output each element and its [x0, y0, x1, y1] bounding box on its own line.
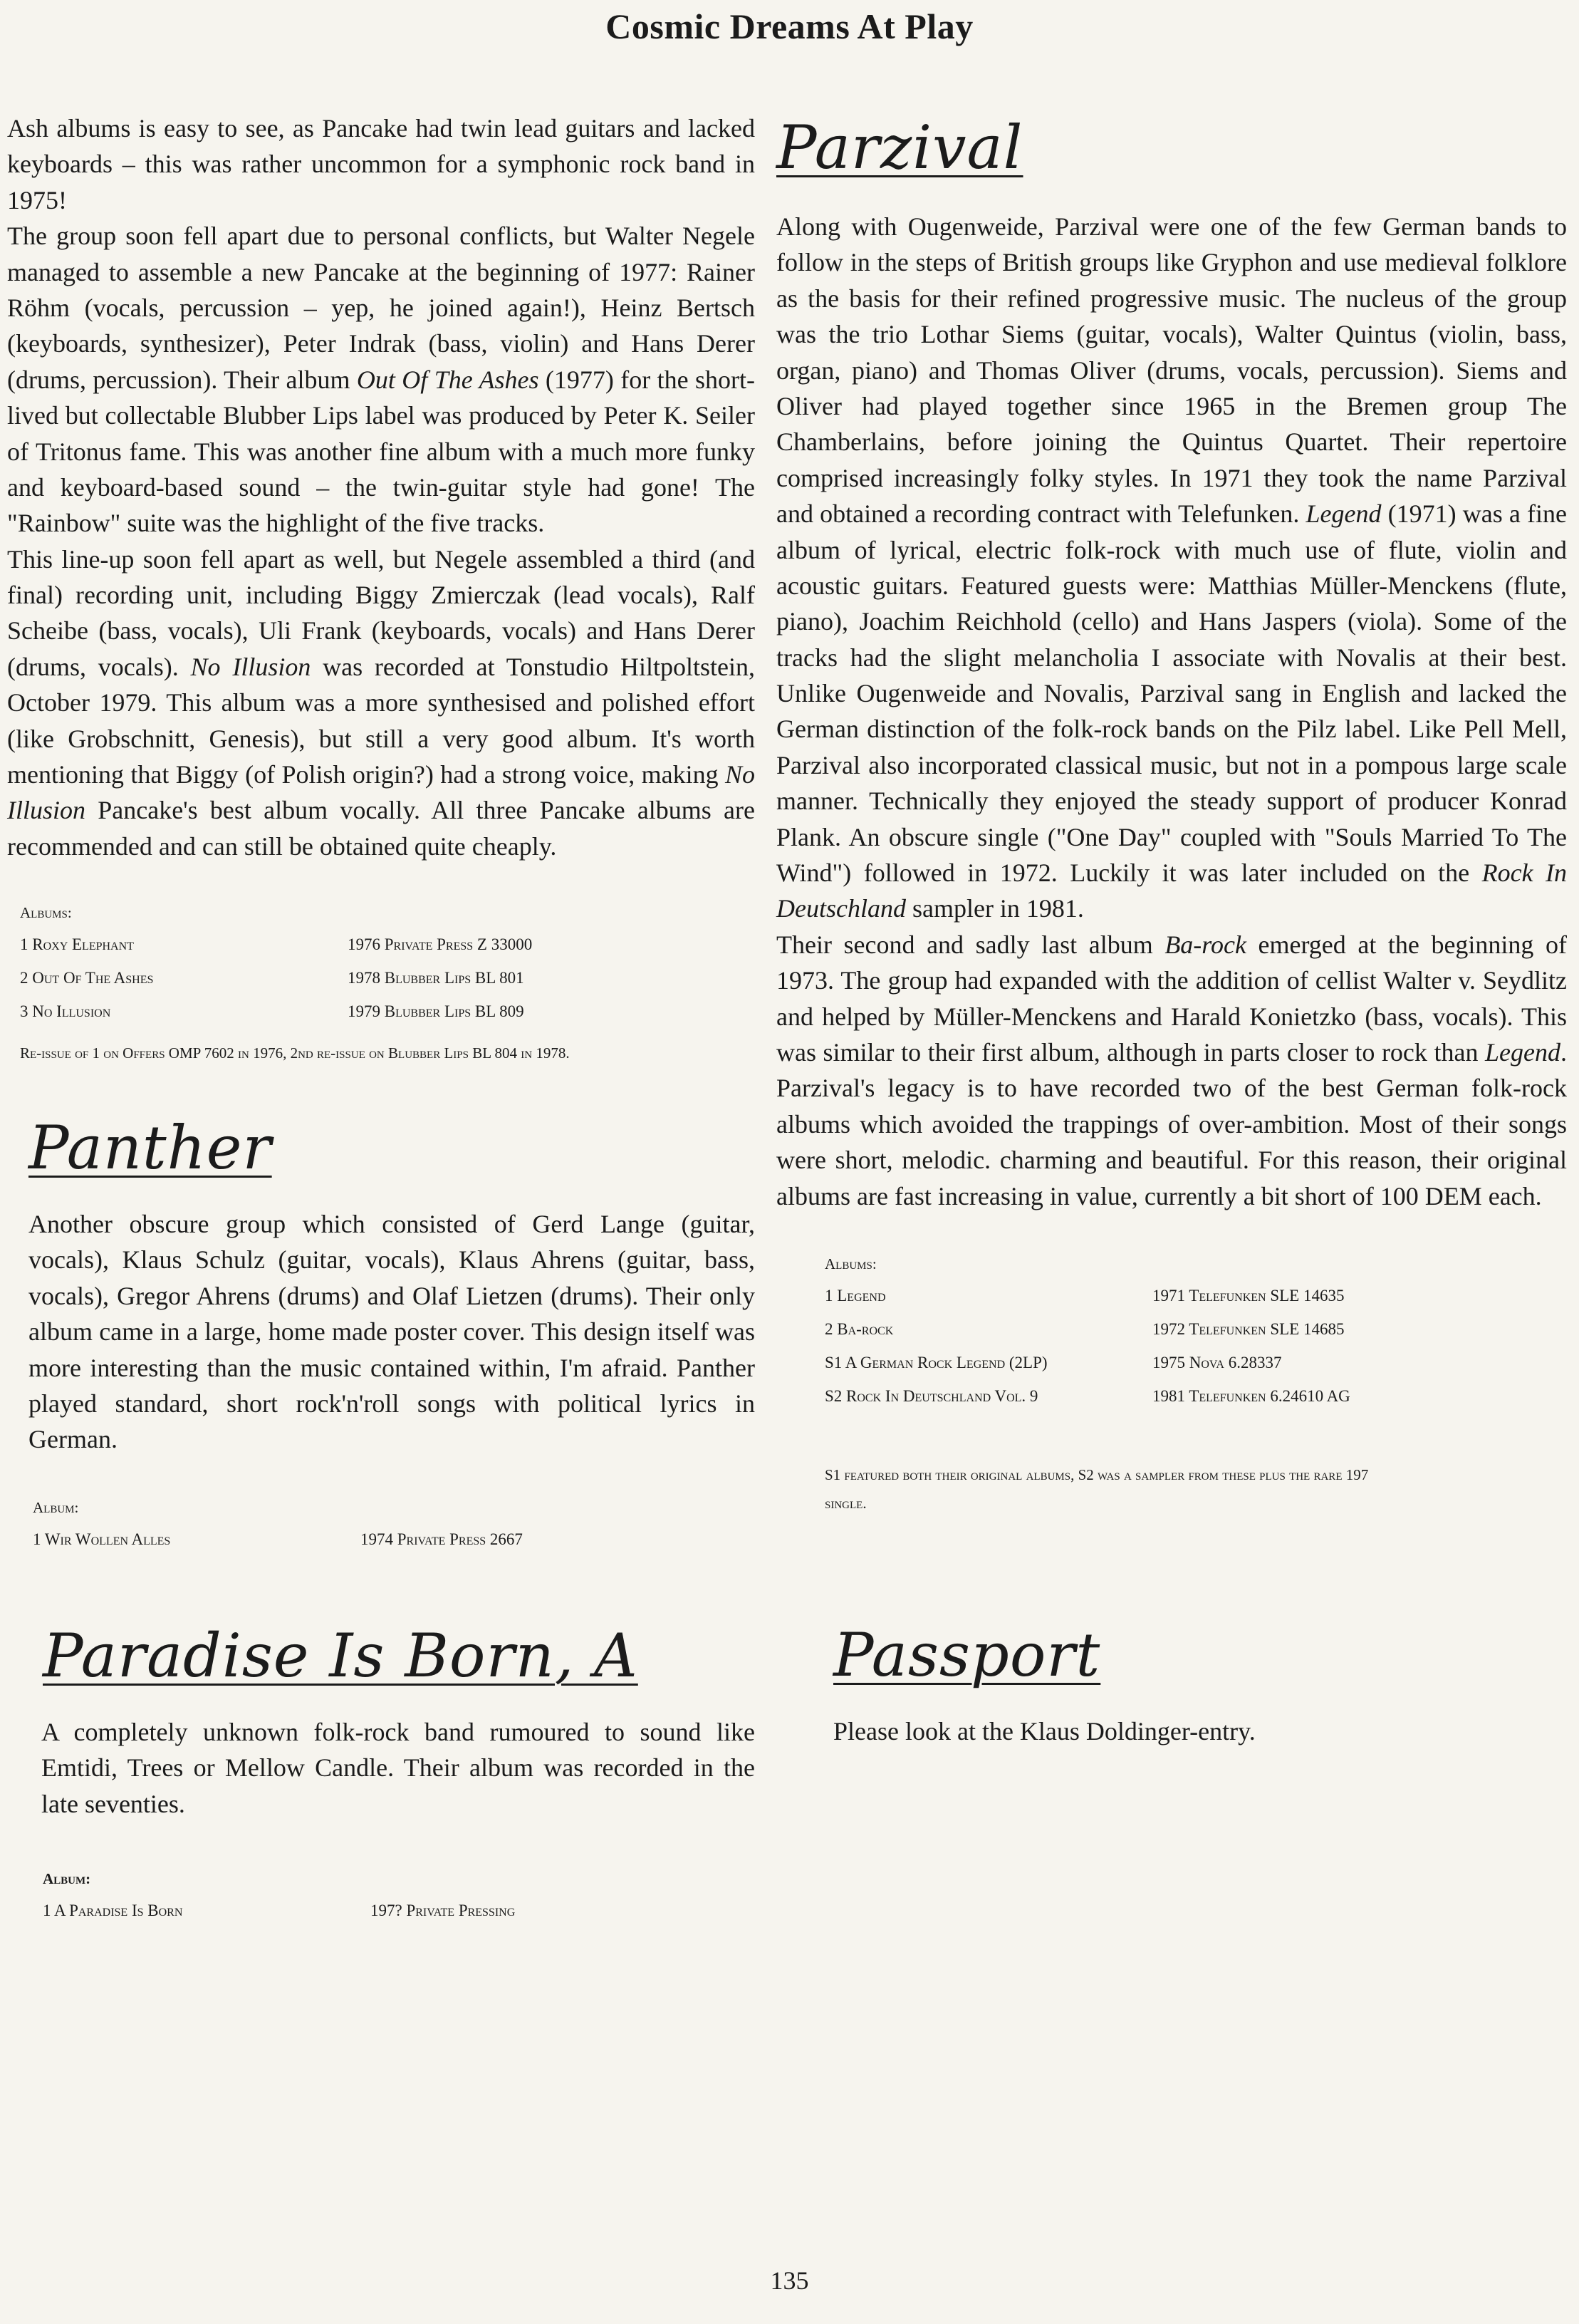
parzival-p2-end: . Parzival's legacy is to have recorded two of the best German folk-rock albums which avoided the trappings of over-ambition. Most of their songs were short, melodic. charming and beautiful. For this reason, their original albums are fast increasing in value, currently a bit short of 100 DEM each.	[776, 1037, 1567, 1210]
paradise-entry	[7, 1620, 755, 1919]
parzival-p2-album-title-2: Legend	[1485, 1037, 1560, 1067]
parzival-note-line-2: single.	[825, 1494, 867, 1512]
album-release: 197? Private Pressing	[370, 1902, 516, 1919]
album-row	[20, 970, 661, 986]
parzival-p2-text: Their second and sadly last album	[776, 930, 1153, 959]
album-title: 1 Wir Wollen Alles	[33, 1530, 171, 1548]
pancake-paragraph-1: Ash albums is easy to see, as Pancake had twin lead guitars and lacked keyboards – this was rather uncommon for a symphonic rock band in 1975!	[7, 114, 755, 214]
album-row	[825, 1321, 1466, 1337]
parzival-p1-text: Along with Ougenweide, Parzival were one of the few German bands to follow in the steps of British groups like Gryphon and use medieval folklore as the basis for their refined progressive music. The nucleus of the group was the trio Lothar Siems (guitar, vocals), Walter Quintus (violin, bass, organ, piano) and Thomas Oliver (drums, vocals, percussion). Siems and Oliver had played together since 1965 in the Bremen group The Chamberlains, before joining the Quintus Quartet. Their repertoire comprised increasingly folky styles. In 1971 they took the name Parzival and obtained a recording contract with Telefunken.	[776, 212, 1567, 529]
parzival-paragraph-2	[776, 927, 1567, 1214]
album-release: 1971 Telefunken SLE 14635	[1152, 1286, 1345, 1304]
album-release: 1981 Telefunken 6.24610 AG	[1152, 1386, 1350, 1405]
album-release: 1975 Nova 6.28337	[1152, 1353, 1282, 1371]
album-release: 1976 Private Press Z 33000	[348, 935, 533, 954]
album-title: 1 Legend	[825, 1286, 886, 1304]
panther-text: Another obscure group which consisted of Gerd Lange (guitar, vocals), Klaus Schulz (guitar, vocals), Klaus Ahrens (guitar, bass, vocals), Gregor Ahrens (drums) and Olaf Lietzen (drums). Their only album came in a large, home made poster cover. This design itself was more interesting than the music contained within, I'm afraid. Panther played standard, short rock'n'roll songs with political lyrics in German.	[28, 1210, 755, 1454]
album-row	[43, 1902, 684, 1919]
album-row	[20, 936, 661, 953]
parzival-note-line-1: S1 featured both their original albums, S2 was a sampler from these plus the rare 197	[825, 1466, 1369, 1483]
albums-label: Albums:	[20, 904, 72, 922]
pancake-p3-album-title: No Illusion	[190, 652, 311, 681]
album-release: 1972 Telefunken SLE 14685	[1152, 1319, 1345, 1338]
album-title: 1 A Paradise Is Born	[43, 1902, 183, 1919]
album-title: 2 Out Of The Ashes	[20, 969, 154, 987]
album-release: 1979 Blubber Lips BL 809	[348, 1002, 524, 1021]
pancake-p3-mid: was recorded at Tonstudio Hiltpoltstein, October 1979. This album was a more synthesised and polished effort (like Grobschnitt, Genesis), but still a very good album. It's worth mentioning that Biggy (of Polish origin?) had a strong voice, making	[7, 652, 756, 789]
passport-heading: Passport	[833, 1619, 1101, 1690]
album-title: 2 Ba-rock	[825, 1319, 894, 1338]
pancake-p3-end: Pancake's best album vocally. All three Pancake albums are recommended and can still be obtained quite cheaply.	[7, 796, 755, 861]
pancake-paragraph-2	[7, 218, 755, 541]
parzival-p1-end: sampler in 1981.	[912, 894, 1084, 923]
album-label: Album:	[43, 1870, 91, 1887]
parzival-p1-album-title: Legend	[1306, 499, 1382, 529]
album-title: S1 A German Rock Legend (2LP)	[825, 1353, 1048, 1371]
album-row	[825, 1287, 1466, 1304]
album-release: 1978 Blubber Lips BL 801	[348, 969, 524, 987]
pancake-reissue-note: Re-issue of 1 on Offers OMP 7602 in 1976, 2nd re-issue on Blubber Lips BL 804 in 1978.	[20, 1044, 570, 1062]
pancake-p3-text: This line-up soon fell apart as well, but Negele assembled a third (and final) recording unit, including Biggy Zmierczak (lead vocals), Ralf Scheibe (bass, vocals), Uli Frank (keyboards, vocals) and Hans Derer (drums, vocals).	[7, 544, 755, 681]
album-row	[825, 1354, 1466, 1371]
paradise-text: A completely unknown folk-rock band rumoured to sound like Emtidi, Trees or Mellow Candle. Their album was recorded in the late seventies.	[41, 1717, 755, 1818]
page-title: Cosmic Dreams At Play	[605, 6, 974, 46]
parzival-paragraph-1	[776, 209, 1567, 927]
panther-albums	[33, 1500, 674, 1547]
pancake-p2-rest: (1977) for the short-lived but collectable Blubber Lips label was produced by Peter K. Seiler of Tritonus fame. This was another fine album with a much more funky and keyboard-based sound – the twin-guitar style had gone! The "Rainbow" suite was the highlight of the five tracks.	[7, 365, 756, 538]
passport-text: Please look at the Klaus Doldinger-entry.	[833, 1716, 1256, 1745]
parzival-p1-mid: (1971) was a fine album of lyrical, electric folk-rock with much use of flute, violin and acoustic guitars. Featured guests were: Matthias Müller-Menckens (flute, piano), Joachim Reichhold (cello) and Hans Jaspers (viola). Some of the tracks had the slight melancholia I associate with Novalis at their best. Unlike Ougenweide and Novalis, Parzival sang in English and lacked the German distinction of the folk-rock bands on the Pilz label. Like Pell Mell, Parzival also incorporated classical music, but not in a pompous large scale manner. Technically they enjoyed the steady support of producer Konrad Plank. An obscure single ("One Day" coupled with "Souls Married To The Wind") followed in 1972. Luckily it was later included on the	[776, 499, 1567, 888]
left-column	[7, 110, 755, 1936]
parzival-albums	[825, 1257, 1466, 1404]
panther-entry	[7, 1113, 755, 1548]
pancake-p2-album-title: Out Of The Ashes	[356, 365, 539, 394]
parzival-entry	[776, 113, 1568, 1518]
pancake-p2-text: The group soon fell apart due to personal conflicts, but Walter Negele managed to assemble a new Pancake at the beginning of 1977: Rainer Röhm (vocals, percussion – yep, he joined again!), Heinz Bertsch (keyboards, synthesizer), Peter Indrak (bass, violin) and Hans Derer (drums, percussion). Their album	[7, 222, 755, 394]
panther-heading: Panther	[28, 1113, 272, 1183]
pancake-entry	[7, 110, 755, 1068]
parzival-sampler-note	[825, 1461, 1565, 1518]
paradise-heading: Paradise Is Born, A	[43, 1620, 638, 1691]
pancake-paragraph-3	[7, 541, 755, 865]
album-label: Album:	[33, 1498, 79, 1516]
parzival-p1-sampler-title: Rock In Deutschland	[776, 858, 1568, 923]
album-row	[33, 1531, 674, 1547]
album-release: 1974 Private Press 2667	[360, 1530, 523, 1548]
pancake-albums	[20, 906, 661, 1020]
right-column	[776, 113, 1568, 1749]
album-row	[20, 1003, 661, 1020]
parzival-heading: Parzival	[776, 113, 1023, 182]
paradise-albums	[43, 1872, 684, 1919]
album-title: S2 Rock In Deutschland Vol. 9	[825, 1386, 1038, 1405]
albums-label: Albums:	[825, 1255, 877, 1272]
album-title: 1 Roxy Elephant	[20, 935, 134, 954]
pancake-p3-album-title-2: No Illusion	[7, 760, 755, 825]
page-number: 135	[770, 2266, 809, 2295]
parzival-p2-album-title: Ba-rock	[1164, 930, 1246, 959]
passport-entry	[776, 1619, 1567, 1749]
album-title: 3 No Illusion	[20, 1002, 111, 1021]
parzival-p2-mid: emerged at the beginning of 1973. The group had expanded with the addition of cellist Walter v. Seydlitz and helped by Müller-Menckens and Harald Konietzko (bass, vocals). This was similar to their first album, although in parts closer to rock than	[776, 930, 1567, 1067]
album-row	[825, 1388, 1466, 1404]
